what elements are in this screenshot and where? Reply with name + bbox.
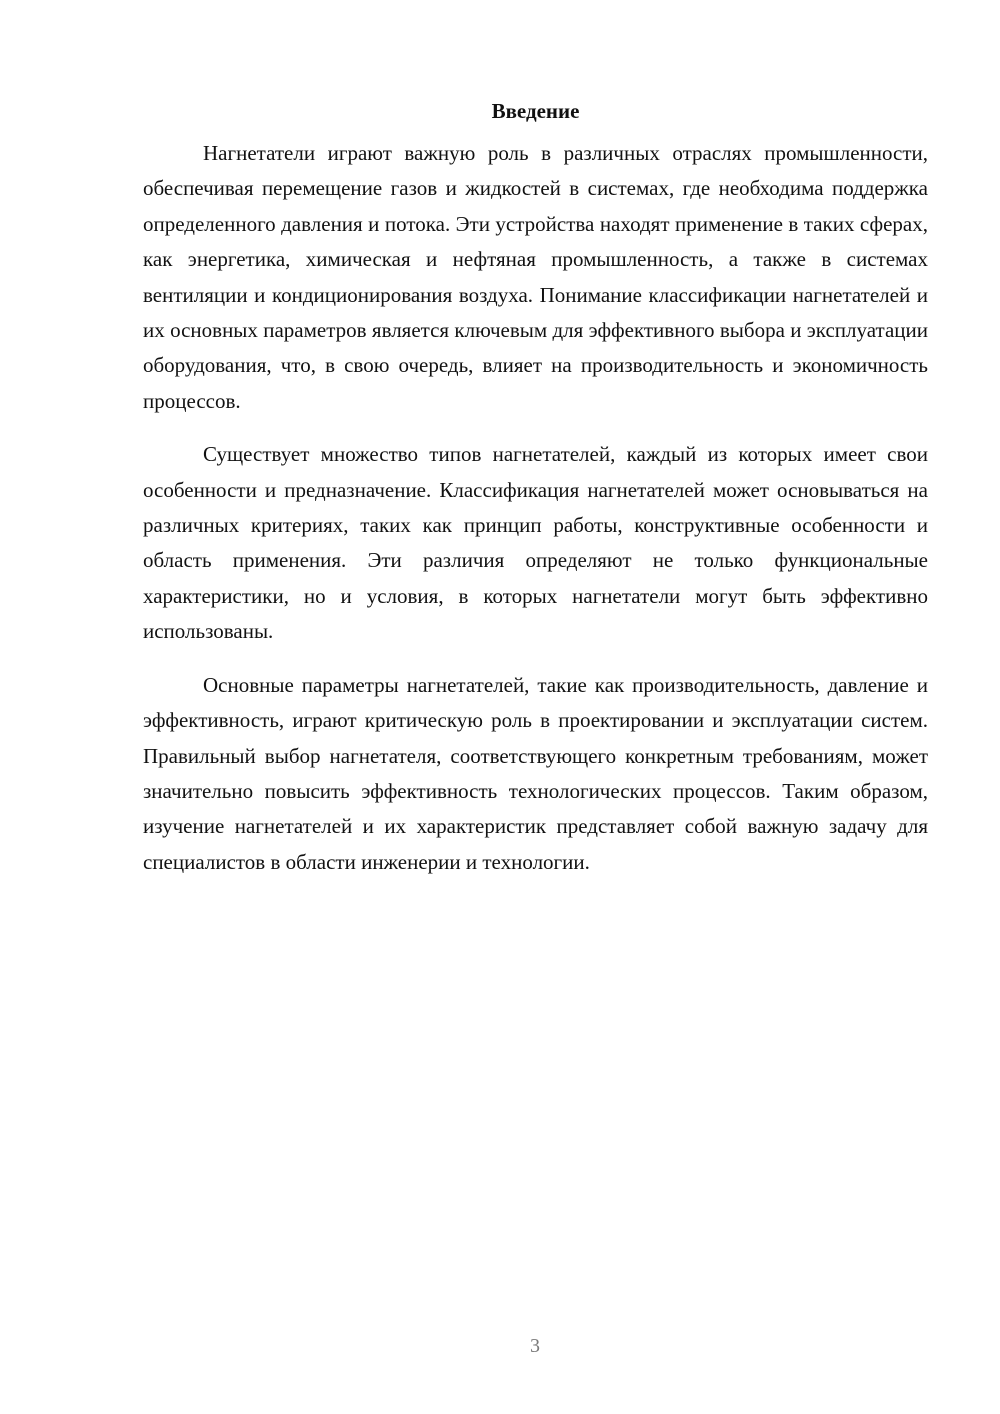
page-content xyxy=(143,96,928,898)
paragraph-1: Нагнетатели играют важную роль в различных отраслях промышленности, обеспечивая перемещение газов и жидкостей в системах, где необходима поддержка определенного давления и потока. Эти устройства находят применение в таких сферах, как энергетика, химическая и нефтяная промышленность, а также в системах вентиляции и кондиционирования воздуха. Понимание классификации нагнетателей и их основных параметров является ключевым для эффективного выбора и эксплуатации оборудования, что, в свою очередь, влияет на производительность и экономичность процессов. xyxy=(143,141,928,413)
section-title: Введение xyxy=(491,99,580,123)
paragraph-3: Основные параметры нагнетателей, такие как производительность, давление и эффективность, играют критическую роль в проектировании и эксплуатации систем. Правильный выбор нагнетателя, соответствующего конкретным требованиям, может значительно повысить эффективность технологических процессов. Таким образом, изучение нагнетателей и их характеристик представляет собой важную задачу для специалистов в области инженерии и технологии. xyxy=(143,672,928,874)
page-number: 3 xyxy=(530,1335,540,1357)
paragraph-2: Существует множество типов нагнетателей, каждый из которых имеет свои особенности и предназначение. Классификация нагнетателей может основываться на различных критериях, таких как принцип работы, конструктивные особенности и область применения. Эти различия определяют не только функциональные характеристики, но и условия, в которых нагнетатели могут быть эффективно использованы. xyxy=(143,442,928,644)
